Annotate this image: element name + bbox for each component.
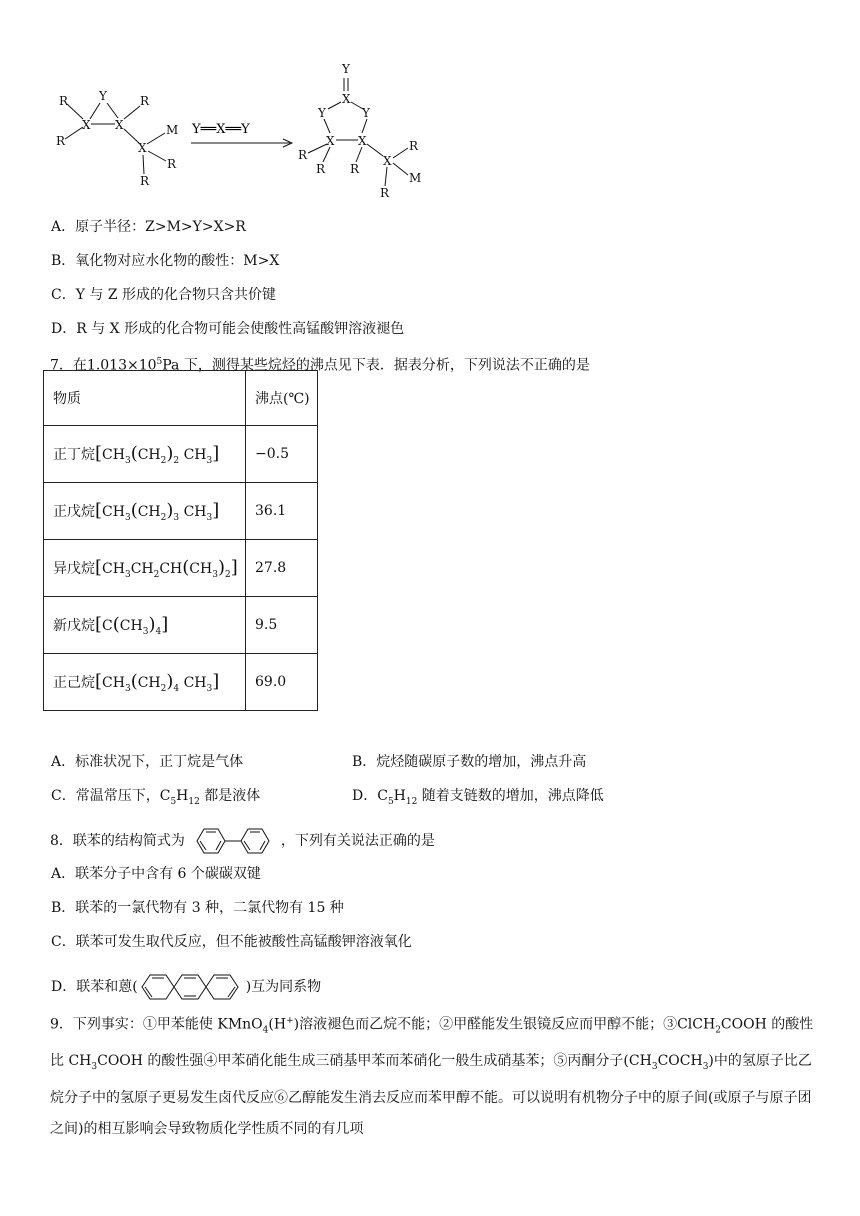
option-c: C．Y 与 Z 形成的化合物只含共价键 (51, 287, 277, 303)
atom-label: R (380, 186, 390, 200)
q7-option-a: A．标准状况下，正丁烷是气体 (51, 754, 244, 770)
atom-label: Y (342, 62, 350, 76)
table-row (44, 597, 318, 654)
substance-name: 正戊烷 (53, 503, 95, 520)
atom-label: R (409, 139, 419, 153)
boiling-point: 27.8 (246, 540, 318, 597)
q8-option-b: B．联苯的一氯代物有 3 种，二氯代物有 15 种 (51, 900, 344, 916)
option-d: D．R 与 X 形成的化合物可能会使酸性高锰酸钾溶液褪色 (51, 321, 405, 337)
formula: [$CH_3(CH_2)_3$ $CH_3$] (95, 499, 220, 523)
formula: [$CH_3(CH_2)_4$ $CH_3$] (95, 670, 220, 694)
atom-label: X (342, 92, 351, 106)
substance-name: 正己烷 (53, 674, 95, 691)
q7-option-c: C．常温常压下，$C_5H_{12}$ 都是液体 (51, 788, 261, 807)
atom-label: R (59, 94, 69, 108)
atom-label: M (409, 171, 422, 185)
table-row (44, 540, 318, 597)
atom-label: Y (362, 106, 370, 120)
atom-label: X (82, 118, 91, 132)
atom-label: R (140, 174, 150, 188)
reaction-arrow (191, 139, 292, 147)
substance-name: 异戊烷 (53, 560, 95, 577)
header-boiling-point: 沸点(℃) (246, 371, 318, 426)
atom-label: Y (318, 106, 326, 120)
q7-option-d: D．$C_5H_{12}$ 随着支链数的增加，沸点降低 (352, 788, 604, 807)
atom-label: X (383, 154, 392, 168)
atom-label: R (56, 134, 66, 148)
biphenyl-structure (187, 824, 279, 858)
atom-label: R (140, 94, 150, 108)
atom-label: R (167, 157, 177, 171)
atom-label: R (350, 162, 360, 176)
atom-label: Y (99, 89, 107, 103)
atom-label: R (298, 148, 308, 162)
question-9-text: 9．下列事实：①甲苯能使 KMnO$_4$(H+)溶液褪色而乙烷不能；②甲醛能发生银镜反应而甲醇不能；③ClCH$_2$COOH 的酸性比 $CH_3COOH$ 的酸性强④甲苯硝化能生成三硝基甲苯而苯硝化一般生成硝基苯；⑤丙酮分子$(CH_3COCH_3)$中的氢原子比乙烷分子中的氢原子更易发生卤代反应⑥乙醇能发生消去反应而苯甲醇不能。可以说明有机物分子中的原子间(或原子与原子团之间)的相互影响会导致物质化学性质不同的有几项 (50, 1016, 814, 1138)
question-8-stem: 8．联苯的结构简式为 ，下列有关说法正确的是 (50, 824, 435, 858)
reagent-label: Y══X══Y (192, 122, 250, 137)
q8-option-d: D．联苯和蒽( )互为同系物 (51, 970, 321, 1004)
reaction-scheme (40, 55, 460, 205)
left-bonds (65, 103, 166, 174)
anthracene-structure (138, 970, 246, 1004)
boiling-point: 9.5 (246, 597, 318, 654)
header-substance: 物质 (44, 371, 246, 426)
boiling-point: −0.5 (246, 426, 318, 483)
atom-label: M (166, 123, 179, 137)
table-header-row (44, 371, 318, 426)
boiling-point-table (43, 370, 318, 711)
atom-label: X (115, 118, 124, 132)
formula: [$CH_3(CH_2)_2$ $CH_3$] (95, 442, 220, 466)
boiling-point: 69.0 (246, 654, 318, 711)
option-b: B．氧化物对应水化物的酸性：M>X (51, 253, 280, 269)
table-row (44, 654, 318, 711)
question-7-stem: 7．在$1.013\times 10^5Pa$ 下，测得某些烷烃的沸点见下表．据表分析，下列说法不正确的是 (50, 357, 590, 374)
substance-name: 新戊烷 (53, 617, 95, 634)
atom-label: R (316, 162, 326, 176)
atom-label: X (326, 134, 335, 148)
q8-option-a: A．联苯分子中含有 6 个碳碳双键 (51, 866, 261, 882)
substance-name: 正丁烷 (53, 446, 95, 463)
formula: $[CH_3CH_2CH(CH_3)_2]$ (95, 556, 238, 580)
boiling-point: 36.1 (246, 483, 318, 540)
atom-label: X (138, 141, 147, 155)
q8-option-c: C．联苯可发生取代反应，但不能被酸性高锰酸钾溶液氧化 (51, 934, 412, 950)
formula: $[C(CH_3)_4]$ (95, 613, 169, 637)
q7-option-b: B．烷烃随碳原子数的增加，沸点升高 (352, 754, 587, 770)
table-row (44, 426, 318, 483)
option-a: A．原子半径：Z>M>Y>X>R (51, 219, 246, 235)
table-row (44, 483, 318, 540)
atom-label: X (358, 134, 367, 148)
